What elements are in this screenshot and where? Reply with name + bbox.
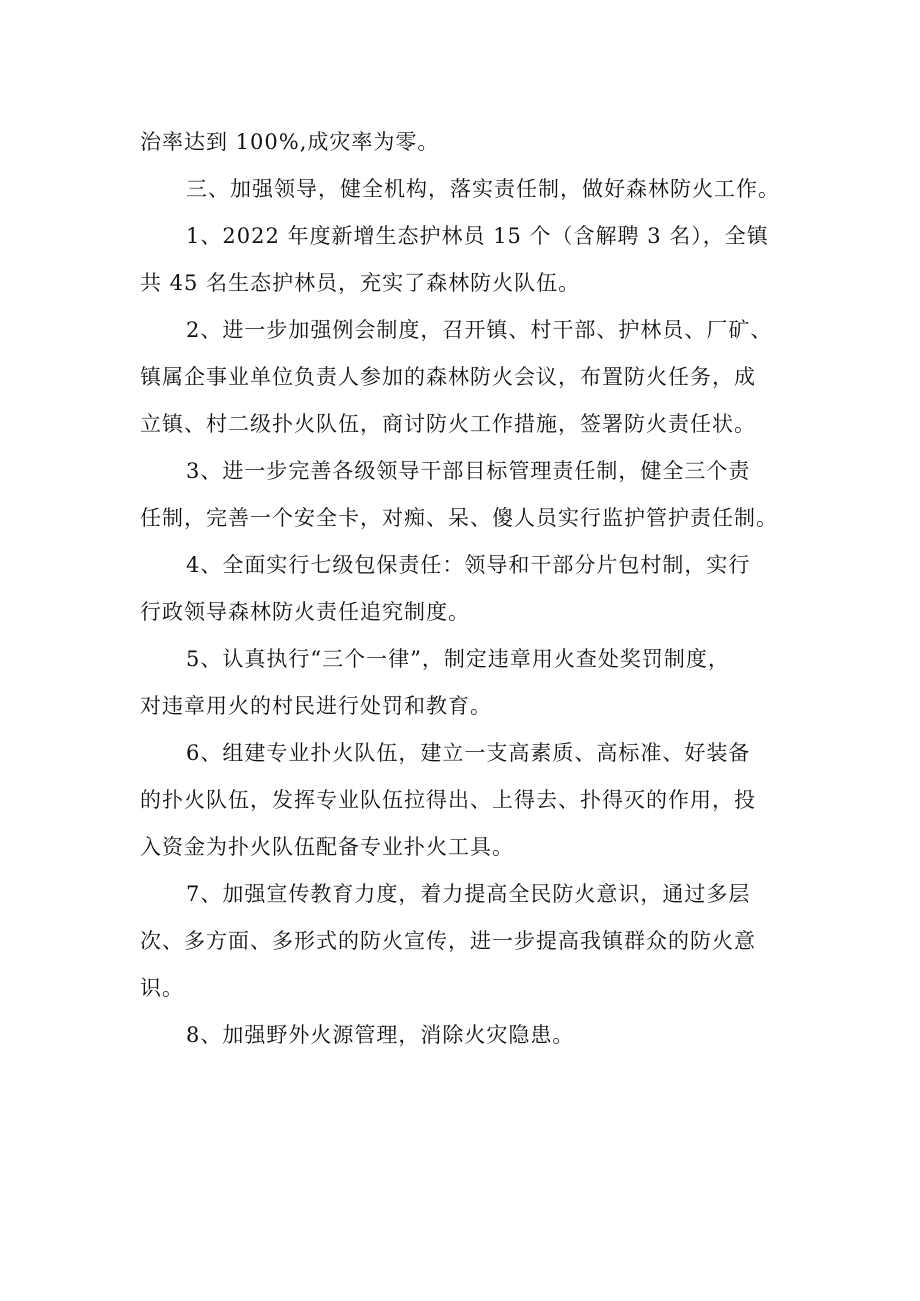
text-line: 三、加强领导，健全机构，落实责任制，做好森林防火工作。 [186,177,780,201]
list-item-1 [140,213,800,307]
text-line: 1、2022 年度新增生态护林员 15 个（含解聘 3 名），全镇 [186,224,769,248]
text-line: 6、组建专业扑火队伍，建立一支高素质、高标准、好装备 [186,741,751,765]
text-line: 镇属企事业单位负责人参加的森林防火会议，布置防火任务，成 [140,365,756,389]
text-line: 立镇、村二级扑火队伍，商讨防火工作措施，签署防火责任状。 [140,412,756,436]
text-line: 2、进一步加强例会制度，召开镇、村干部、护林员、厂矿、 [186,318,773,342]
text-line: 任制，完善一个安全卡，对痴、呆、傻人员实行监护管护责任制。 [140,506,778,530]
list-item-5 [140,636,800,730]
text-line: 对违章用火的村民进行处罚和教育。 [140,694,492,718]
section-heading [140,166,800,213]
list-item-6 [140,730,800,871]
text-line: 的扑火队伍，发挥专业队伍拉得出、上得去、扑得灭的作用，投 [140,788,756,812]
list-item-4 [140,542,800,636]
text-line: 8、加强野外火源管理，消除火灾隐患。 [186,1023,575,1047]
text-line: 共 45 名生态护林员，充实了森林防火队伍。 [140,271,581,295]
text-line: 次、多方面、多形式的防火宣传，进一步提高我镇群众的防火意 [140,929,756,953]
list-item-7 [140,871,800,1012]
text-line: 治率达到 100%,成灾率为零。 [140,130,440,154]
text-line: 5、认真执行“三个一律”，制定违章用火查处奖罚制度， [186,647,730,671]
list-item-2 [140,307,800,448]
document-body [140,119,800,1059]
list-item-3 [140,448,800,542]
text-line: 入资金为扑火队伍配备专业扑火工具。 [140,835,514,859]
text-line: 7、加强宣传教育力度，着力提高全民防火意识，通过多层 [186,882,751,906]
text-line: 识。 [140,976,184,1000]
text-line: 行政领导森林防火责任追究制度。 [140,600,470,624]
text-line: 4、全面实行七级包保责任：领导和干部分片包村制，实行 [186,553,751,577]
list-item-8 [140,1012,800,1059]
paragraph-continuation [140,119,800,166]
text-line: 3、进一步完善各级领导干部目标管理责任制，健全三个责 [186,459,751,483]
